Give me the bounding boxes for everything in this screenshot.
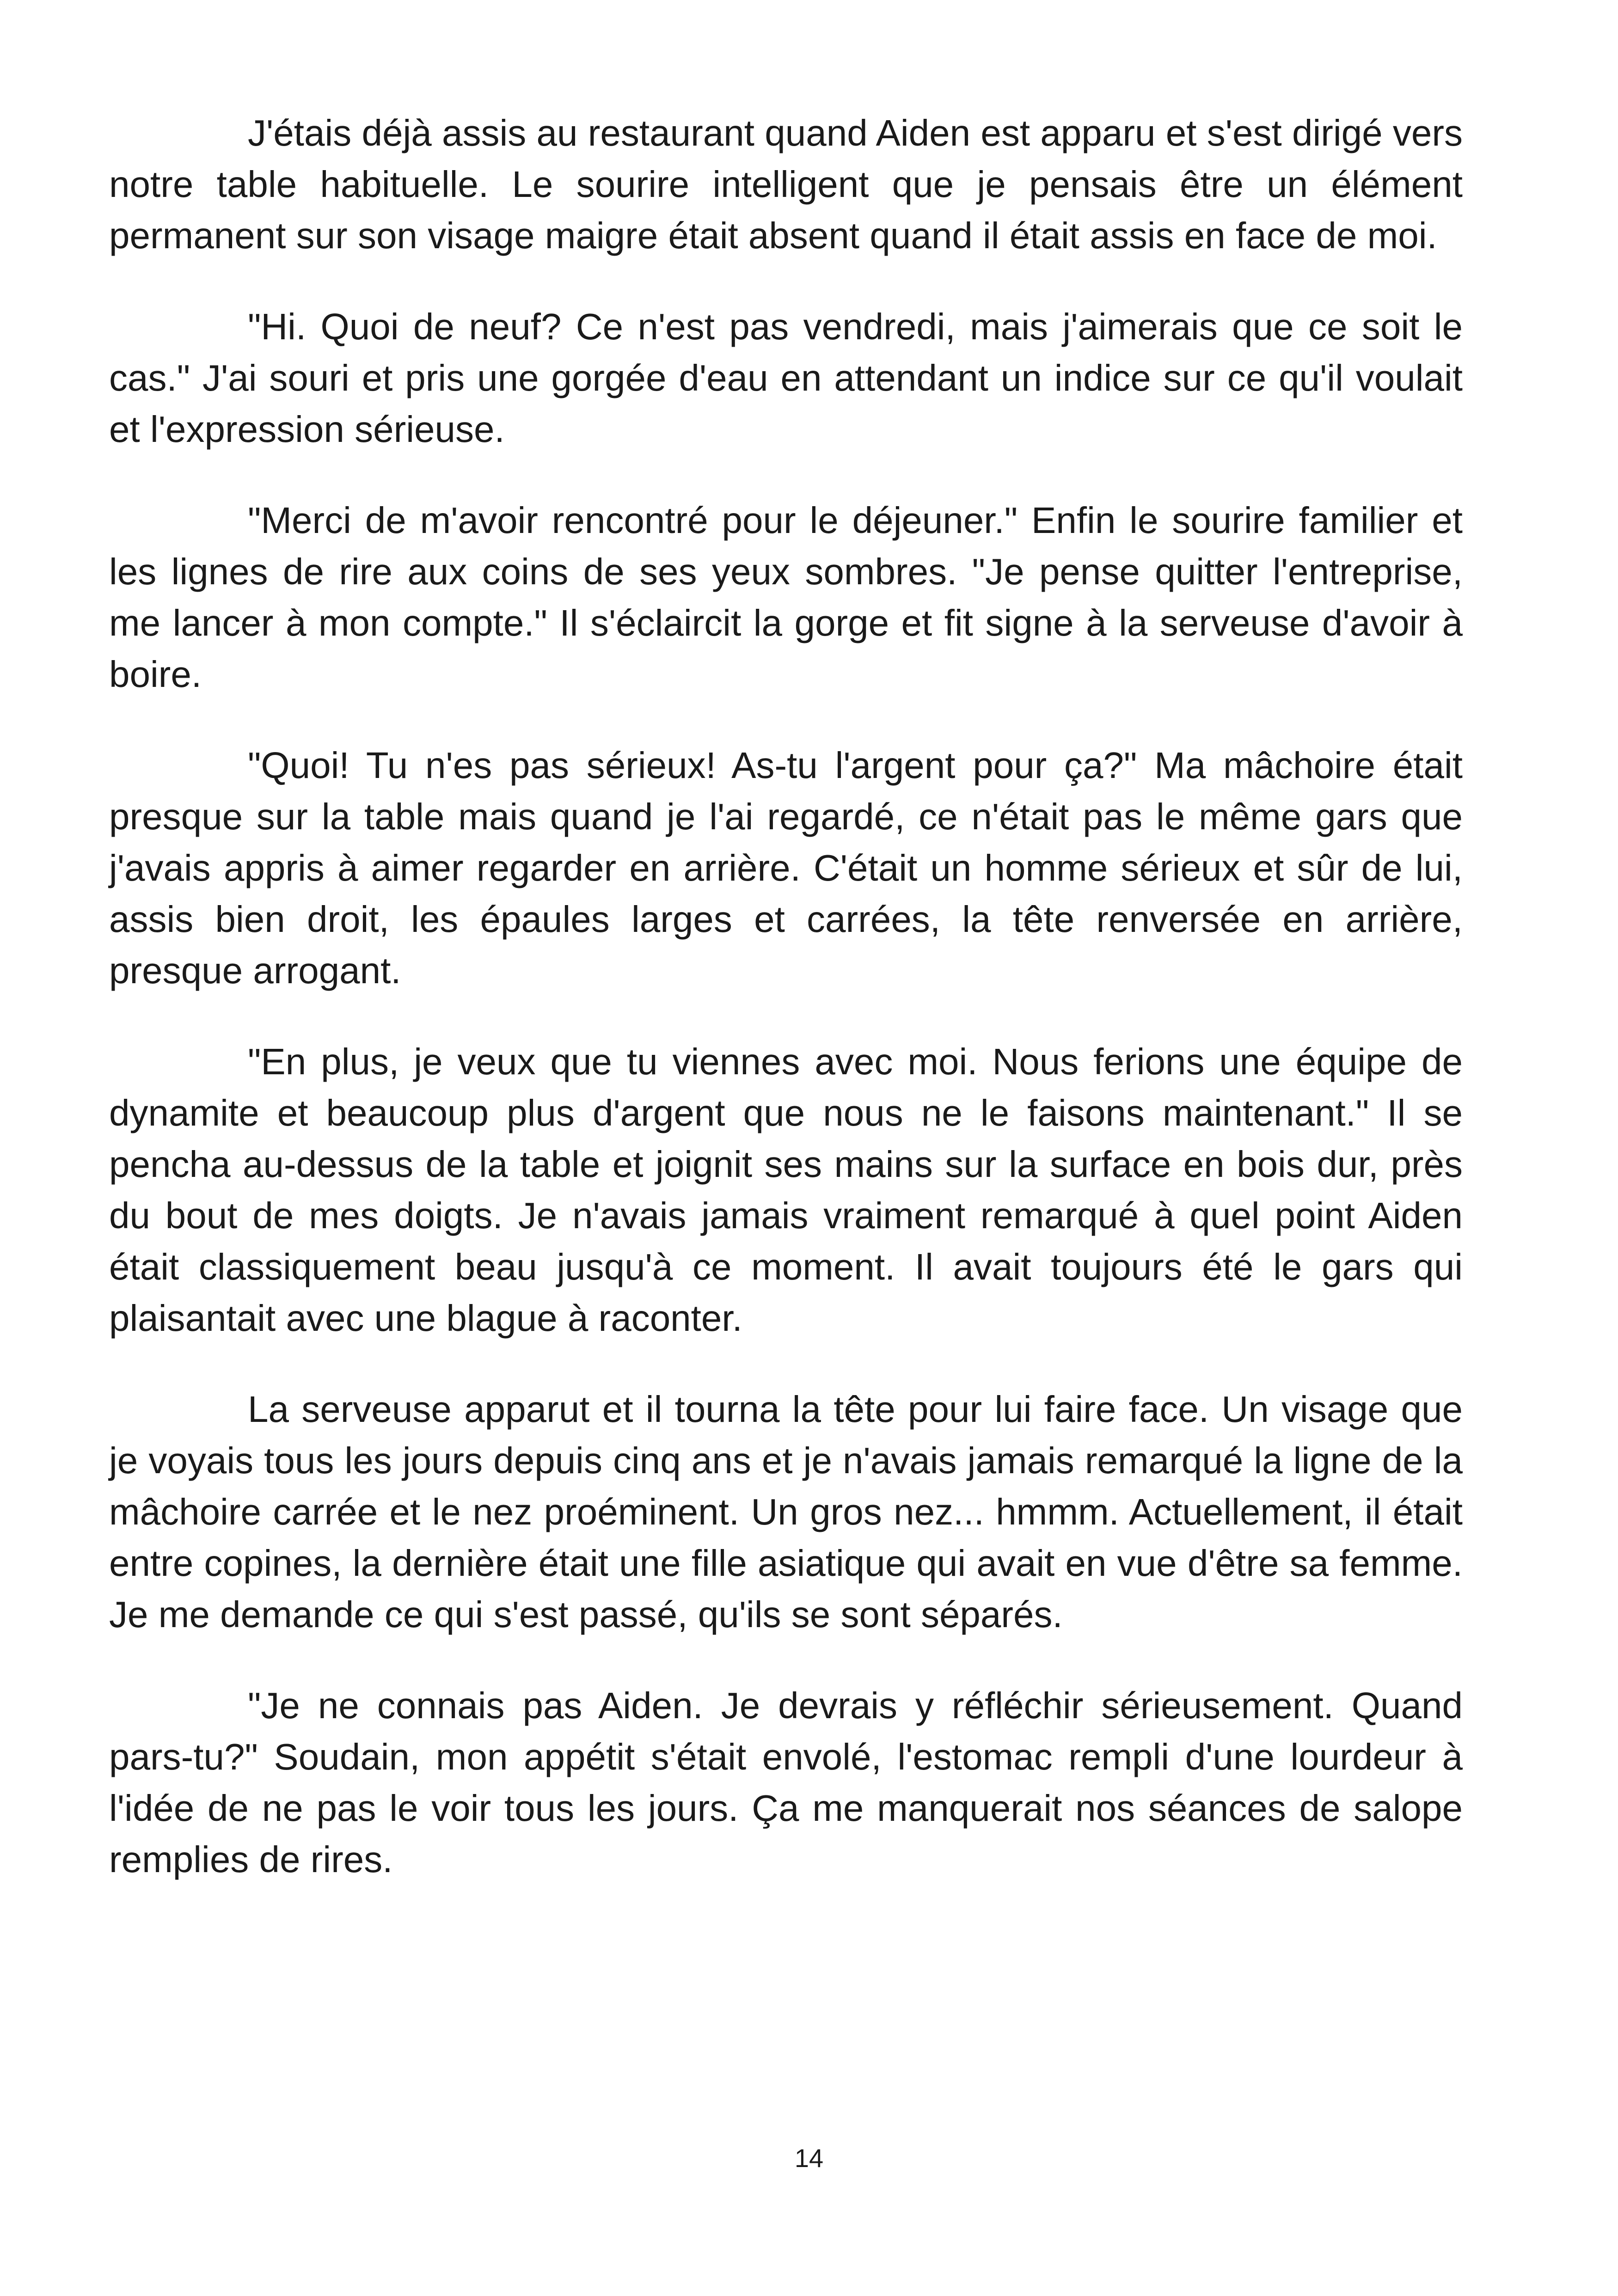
paragraph-4: "Quoi! Tu n'es pas sérieux! As-tu l'argent pour ça?" Ma mâchoire était presque sur la table mais quand je l'ai regardé, ce n'était pas le même gars que j'avais appris à aimer regarder en arrière. C'était un homme sérieux et sûr de lui, assis bien droit, les épaules larges et carrées, la tête renversée en arrière, presque arrogant. — [109, 745, 1463, 991]
body-text — [109, 107, 1463, 1925]
paragraph-5: "En plus, je veux que tu viennes avec moi. Nous ferions une équipe de dynamite et beaucoup plus d'argent que nous ne le faisons maintenant." Il se pencha au-dessus de la table et joignit ses mains sur la surface en bois dur, près du bout de mes doigts. Je n'avais jamais vraiment remarqué à quel point Aiden était classiquement beau jusqu'à ce moment. Il avait toujours été le gars qui plaisantait avec une blague à raconter. — [109, 1041, 1463, 1339]
paragraph-1: J'étais déjà assis au restaurant quand Aiden est apparu et s'est dirigé vers notre table habituelle. Le sourire intelligent que je pensais être un élément permanent sur son visage maigre était absent quand il était assis en face de moi. — [109, 112, 1463, 256]
paragraph-3: "Merci de m'avoir rencontré pour le déjeuner." Enfin le sourire familier et les lignes de rire aux coins de ses yeux sombres. "Je pense quitter l'entreprise, me lancer à mon compte." Il s'éclaircit la gorge et fit signe à la serveuse d'avoir à boire. — [109, 500, 1463, 695]
paragraph-6: La serveuse apparut et il tourna la tête pour lui faire face. Un visage que je voyais tous les jours depuis cinq ans et je n'avais jamais remarqué la ligne de la mâchoire carrée et le nez proéminent. Un gros nez... hmmm. Actuellement, il était entre copines, la dernière était une fille asiatique qui avait en vue d'être sa femme. Je me demande ce qui s'est passé, qu'ils se sont séparés. — [109, 1389, 1463, 1635]
paragraph-2: "Hi. Quoi de neuf? Ce n'est pas vendredi, mais j'aimerais que ce soit le cas." J'ai souri et pris une gorgée d'eau en attendant un indice sur ce qu'il voulait et l'expression sérieuse. — [109, 306, 1463, 450]
paragraph-7: "Je ne connais pas Aiden. Je devrais y réfléchir sérieusement. Quand pars-tu?" Soudain, mon appétit s'était envolé, l'estomac rempli d'une lourdeur à l'idée de ne pas le voir tous les jours. Ça me manquerait nos séances de salope remplies de rires. — [109, 1685, 1463, 1880]
page-number: 14 — [794, 2143, 824, 2173]
